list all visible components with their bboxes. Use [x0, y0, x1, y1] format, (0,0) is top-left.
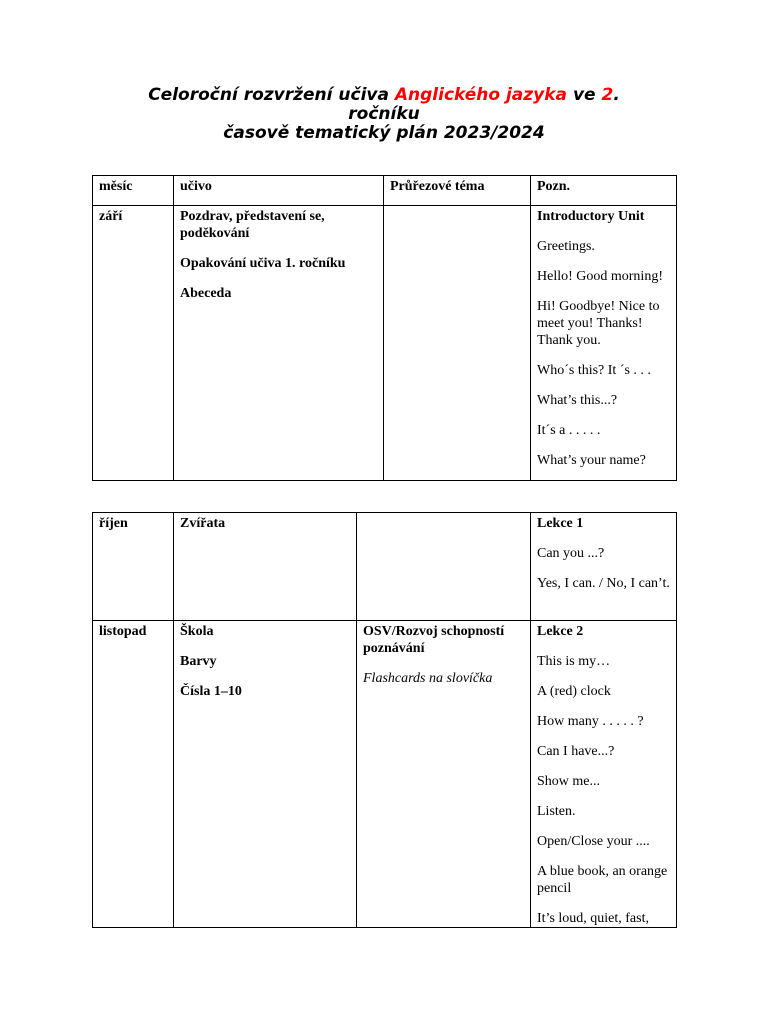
cross-topic-cell — [384, 206, 531, 481]
note-item: It’s loud, quiet, fast, — [537, 911, 649, 926]
topic-item: Barvy — [180, 654, 217, 669]
topic-cell — [174, 206, 384, 481]
notes-cell — [531, 621, 677, 928]
note-item: Who´s this? It ´s . . . — [537, 363, 651, 378]
topic-item: Čísla 1–10 — [180, 684, 242, 699]
topic-item: Zvířata — [180, 516, 226, 531]
note-item: It´s a . . . . . — [537, 423, 601, 438]
title-period: . — [613, 85, 620, 105]
table-row — [93, 621, 677, 928]
note-item: What’s this...? — [537, 393, 618, 408]
note-item: Can you ...? — [537, 546, 605, 561]
notes-title: Lekce 1 — [537, 516, 584, 531]
note-item: Hello! Good morning! — [537, 269, 663, 284]
title-line-1 — [92, 86, 676, 105]
topic-item: Škola — [180, 624, 214, 639]
title-line-3: časově tematický plán 2023/2024 — [223, 123, 545, 143]
note-item: Can I have...? — [537, 744, 615, 759]
title-text-mid: ve — [567, 85, 602, 105]
note-item: Hi! Goodbye! Nice to meet you! Thanks! Thank you. — [537, 299, 660, 348]
header-topic: učivo — [174, 176, 384, 206]
plan-table-2 — [92, 512, 677, 928]
notes-cell — [531, 513, 677, 621]
cross-topic-cell — [357, 513, 531, 621]
note-item: Show me... — [537, 774, 600, 789]
topic-item: Pozdrav, představení se, poděkování — [180, 209, 325, 241]
notes-title: Lekce 2 — [537, 624, 584, 639]
document-title — [92, 86, 676, 143]
note-item: Greetings. — [537, 239, 595, 254]
table-row — [93, 206, 677, 481]
notes-title: Introductory Unit — [537, 209, 645, 224]
note-item: How many . . . . . ? — [537, 714, 644, 729]
topic-item: Abeceda — [180, 286, 232, 301]
header-cross-topic: Průřezové téma — [384, 176, 531, 206]
note-item: This is my… — [537, 654, 611, 669]
note-item: A (red) clock — [537, 684, 611, 699]
month-cell: říjen — [93, 513, 174, 621]
title-text: Celoroční rozvržení učiva — [148, 85, 395, 105]
title-line-2: ročníku — [348, 104, 420, 124]
topic-item: Opakování učiva 1. ročníku — [180, 256, 346, 271]
notes-cell — [531, 206, 677, 481]
plan-table-1 — [92, 175, 677, 481]
table-header-row — [93, 176, 677, 206]
header-notes: Pozn. — [531, 176, 677, 206]
note-item: A blue book, an orange pencil — [537, 864, 668, 896]
month-cell: listopad — [93, 621, 174, 928]
month-cell: září — [93, 206, 174, 481]
note-item: Yes, I can. / No, I can’t. — [537, 576, 670, 591]
topic-cell — [174, 513, 357, 621]
note-item: Open/Close your .... — [537, 834, 650, 849]
cross-topic-text: OSV/Rozvoj schopností poznávání — [363, 624, 505, 656]
note-item: Listen. — [537, 804, 576, 819]
title-subject: Anglického jazyka — [394, 85, 568, 105]
topic-cell — [174, 621, 357, 928]
title-grade: 2 — [601, 85, 614, 105]
cross-topic-note: Flashcards na slovíčka — [363, 671, 493, 686]
cross-topic-cell — [357, 621, 531, 928]
header-month: měsíc — [93, 176, 174, 206]
note-item: What’s your name? — [537, 453, 646, 468]
table-row — [93, 513, 677, 621]
